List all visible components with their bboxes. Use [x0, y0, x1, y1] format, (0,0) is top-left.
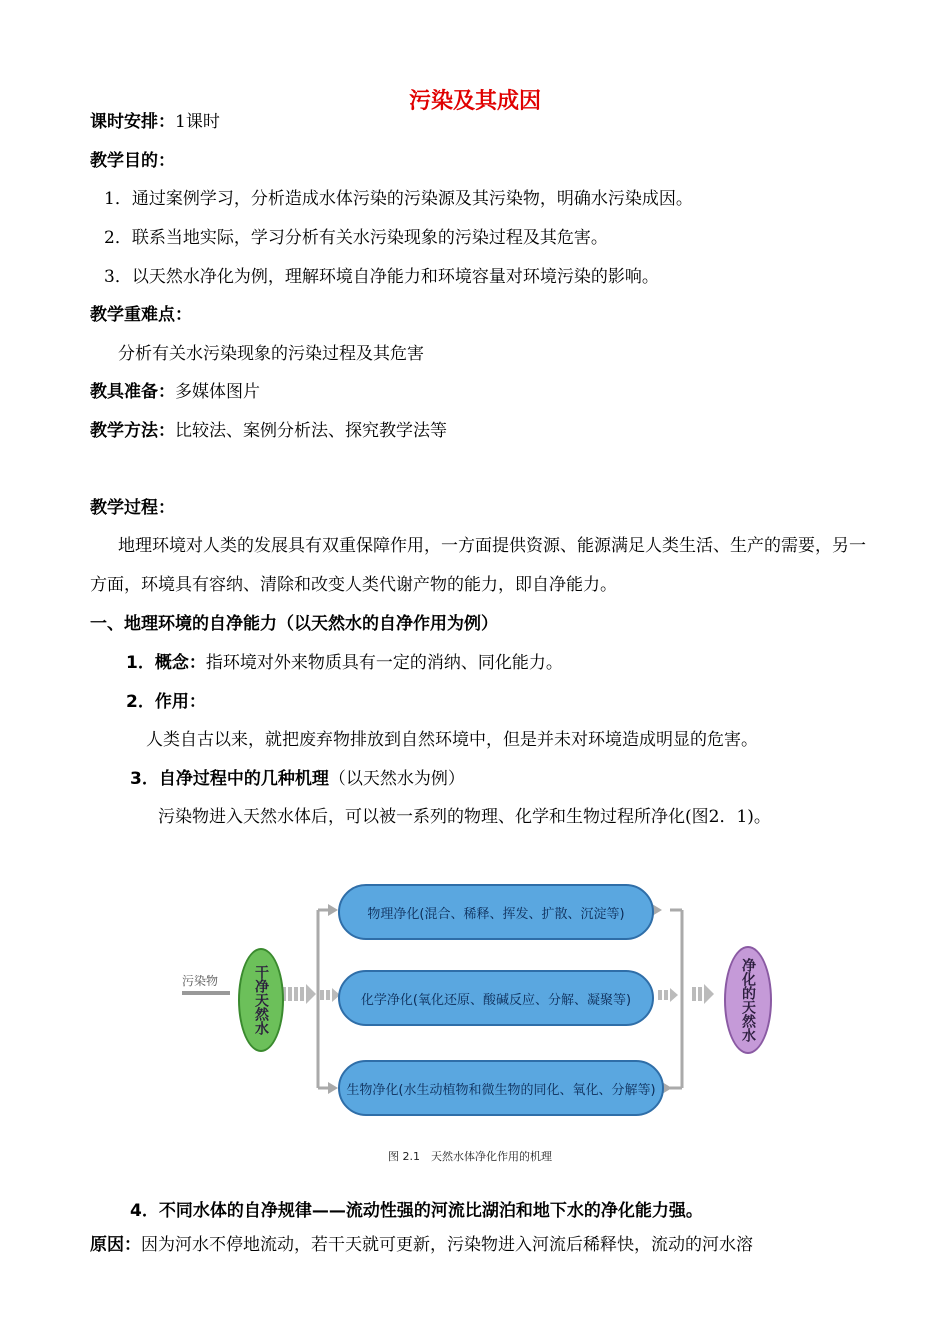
source-arrow-line	[182, 991, 230, 995]
left-double-arrows	[282, 984, 316, 1004]
mechanism-note: （以天然水为例）	[328, 769, 465, 789]
end-node: 净化的天然水	[724, 946, 772, 1054]
concept-text: 指环境对外来物质具有一定的消纳、同化能力。	[205, 653, 563, 673]
law-text: 4．不同水体的自净规律——流动性强的河流比湖泊和地下水的净化能力强。	[130, 1201, 703, 1221]
methods-line	[90, 419, 447, 443]
process-heading: 教学过程：	[90, 498, 175, 518]
arrow-to-physical	[328, 904, 338, 916]
reason-label: 原因：	[90, 1235, 141, 1255]
reason-line	[90, 1233, 753, 1257]
schedule-label: 课时安排：	[90, 112, 175, 132]
tools-label: 教具准备：	[90, 382, 175, 402]
process-physical: 物理净化(混合、稀释、挥发、扩散、沉淀等)	[338, 884, 654, 940]
schedule-value: 1课时	[175, 112, 220, 132]
page-title: 污染及其成因	[408, 89, 541, 114]
mechanism-text: 污染物进入天然水体后，可以被一系列的物理、化学和生物过程所净化(图2．1)。	[158, 807, 771, 827]
methods-value: 比较法、案例分析法、探究教学法等	[175, 421, 447, 441]
tools-line	[90, 380, 260, 404]
tools-value: 多媒体图片	[175, 382, 260, 402]
role-text: 人类自古以来，就把废弃物排放到自然环境中，但是并未对环境造成明显的危害。	[146, 730, 758, 750]
objective-item-2: 2．联系当地实际，学习分析有关水污染现象的污染过程及其危害。	[104, 228, 608, 248]
objective-item-1: 1．通过案例学习，分析造成水体污染的污染源及其污染物，明确水污染成因。	[104, 189, 693, 209]
methods-label: 教学方法：	[90, 421, 175, 441]
mechanism-label: 3．自净过程中的几种机理	[130, 769, 329, 789]
process-biological: 生物净化(水生动植物和微生物的同化、氧化、分解等)	[338, 1060, 664, 1116]
source-label: 污染物	[182, 974, 219, 988]
schedule-line	[90, 110, 220, 134]
mechanism-line	[130, 767, 465, 791]
reason-text: 因为河水不停地流动，若干天就可更新，污染物进入河流后稀释快，流动的河水溶	[141, 1235, 753, 1255]
role-label: 2．作用：	[126, 692, 206, 712]
process-chemical: 化学净化(氧化还原、酸碱反应、分解、凝聚等)	[338, 970, 654, 1026]
middle-arrows-left	[320, 988, 340, 1002]
middle-arrows-right	[658, 988, 678, 1002]
process-intro: 地理环境对人类的发展具有双重保障作用，一方面提供资源、能源满足人类生活、生产的需要，另一方面，环境具有容纳、清除和改变人类代谢产物的能力，即自净能力。	[90, 536, 866, 595]
arrow-to-biological	[328, 1082, 338, 1094]
start-node: 干净天然水	[238, 948, 284, 1052]
purification-diagram	[170, 872, 780, 1172]
concept-label: 1．概念：	[126, 653, 206, 673]
objective-item-3: 3．以天然水净化为例，理解环境自净能力和环境容量对环境污染的影响。	[104, 267, 659, 287]
key-points-heading: 教学重难点：	[90, 305, 192, 325]
key-points-text: 分析有关水污染现象的污染过程及其危害	[118, 344, 424, 364]
right-double-arrows	[692, 984, 714, 1004]
figure-caption: 图 2.1 天然水体净化作用的机理	[388, 1150, 552, 1163]
objectives-heading: 教学目的：	[90, 151, 175, 171]
section1-heading: 一、地理环境的自净能力（以天然水的自净作用为例）	[90, 614, 498, 634]
concept-line	[126, 651, 563, 675]
